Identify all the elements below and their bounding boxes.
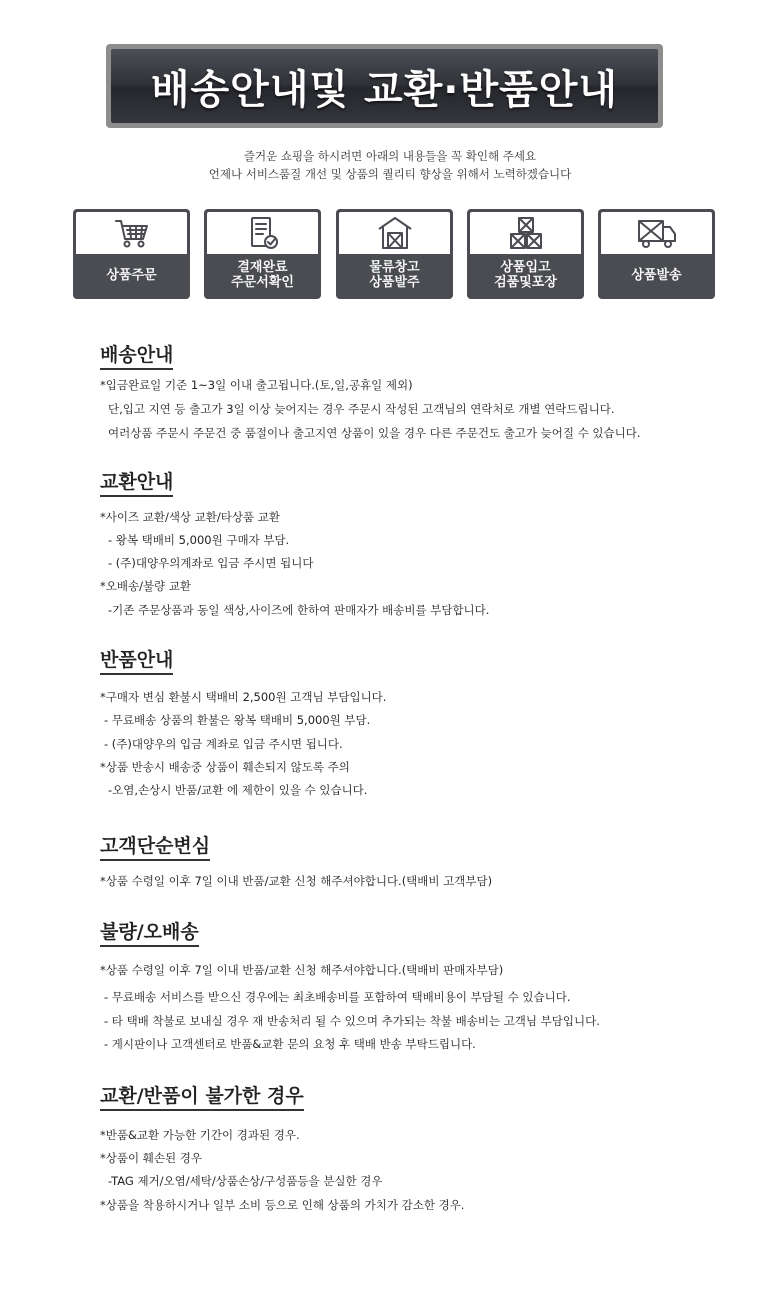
section-line: 단,입고 지연 등 출고가 3일 이상 늦어지는 경우 주문시 작성된 고객님의 연락처로 개별 연락드립니다. (108, 402, 615, 416)
step-payment (204, 209, 321, 299)
section-line: - (주)대양우의계좌로 입금 주시면 됩니다 (108, 556, 314, 570)
section-title: 배송안내 (100, 343, 173, 370)
section-line: - 왕복 택배비 5,000원 구매자 부담. (108, 533, 290, 547)
step-icon-area (76, 212, 187, 254)
section-title: 교환/반품이 불가한 경우 (100, 1084, 304, 1111)
step-warehouse (336, 209, 453, 299)
section-exchange (100, 470, 720, 497)
section-line: *입금완료일 기준 1~3일 이내 출고됩니다.(토,일,공휴일 제외) (100, 378, 413, 392)
step-label: 물류창고 상품발주 (369, 260, 420, 290)
section-simple-change (100, 834, 720, 861)
section-line: *상품이 훼손된 경우 (100, 1151, 202, 1165)
section-line: - (주)대양우의 입금 계좌로 입금 주시면 됩니다. (104, 737, 343, 751)
section-line: *상품 수령일 이후 7일 이내 반품/교환 신청 해주셔야합니다.(택배비 판매자부담) (100, 963, 504, 977)
step-icon-area (470, 212, 581, 254)
section-line: - 게시판이나 고객센터로 반품&교환 문의 요청 후 택배 반송 부탁드립니다. (104, 1037, 476, 1051)
section-title: 고객단순변심 (100, 834, 210, 861)
step-shipping (598, 209, 715, 299)
section-line: *사이즈 교환/색상 교환/타상품 교환 (100, 510, 280, 524)
step-icon-area (601, 212, 712, 254)
section-line: *상품을 착용하시거나 일부 소비 등으로 인해 상품의 가치가 감소한 경우. (100, 1198, 465, 1212)
section-line: *오배송/불량 교환 (100, 579, 192, 593)
section-return (100, 648, 720, 675)
section-delivery (100, 343, 720, 370)
step-label: 상품발송 (631, 267, 682, 283)
section-title: 반품안내 (100, 648, 173, 675)
section-line: *상품 반송시 배송중 상품이 훼손되지 않도록 주의 (100, 760, 350, 774)
document-check-icon (243, 215, 283, 251)
step-label: 결재완료 주문서확인 (231, 260, 294, 290)
step-label: 상품입고 검품및포장 (494, 260, 557, 290)
step-inspection (467, 209, 584, 299)
step-order (73, 209, 190, 299)
section-line: -기존 주문상품과 동일 색상,사이즈에 한하여 판매자가 배송비를 부담합니다. (108, 603, 490, 617)
section-line: -TAG 제거/오염/세탁/상품손상/구성품등을 분실한 경우 (108, 1174, 383, 1188)
title-banner (106, 44, 663, 128)
intro-line-2: 언제나 서비스품질 개선 및 상품의 퀄리티 향상을 위해서 노력하겠습니다 (208, 167, 572, 181)
section-line: *상품 수령일 이후 7일 이내 반품/교환 신청 해주셔야합니다.(택배비 고객부담) (100, 874, 493, 888)
title-banner-inner (111, 49, 658, 123)
process-steps (73, 209, 715, 299)
step-label: 상품주문 (106, 267, 157, 283)
step-icon-area (207, 212, 318, 254)
boxes-icon (506, 215, 546, 251)
section-title: 불량/오배송 (100, 920, 199, 947)
banner-title: 배송안내및 교환·반품안내 (150, 66, 619, 113)
warehouse-icon (375, 215, 415, 251)
section-line: - 타 택배 착불로 보내실 경우 재 반송처리 될 수 있으며 추가되는 착불 배송비는 고객님 부담입니다. (104, 1014, 600, 1028)
section-line: - 무료배송 서비스를 받으신 경우에는 최초배송비를 포함하여 택배비용이 부담될 수 있습니다. (104, 990, 571, 1004)
section-line: -오염,손상시 반품/교환 에 제한이 있을 수 있습니다. (108, 783, 368, 797)
section-line: *반품&교환 가능한 기간이 경과된 경우. (100, 1128, 300, 1142)
intro-text (0, 147, 780, 183)
intro-line-1: 즐거운 쇼핑을 하시려면 아래의 내용들을 꼭 확인해 주세요 (243, 149, 537, 163)
section-line: *구매자 변심 환불시 택배비 2,500원 고객님 부담입니다. (100, 690, 387, 704)
section-not-allowed (100, 1084, 720, 1111)
section-line: 여러상품 주문시 주문건 중 품절이나 출고지연 상품이 있을 경우 다른 주문건도 출고가 늦어질 수 있습니다. (108, 426, 641, 440)
step-icon-area (339, 212, 450, 254)
section-line: - 무료배송 상품의 환불은 왕복 택배비 5,000원 부담. (104, 713, 371, 727)
cart-icon (112, 215, 152, 251)
section-title: 교환안내 (100, 470, 173, 497)
truck-icon (637, 215, 677, 251)
section-defect (100, 920, 720, 947)
